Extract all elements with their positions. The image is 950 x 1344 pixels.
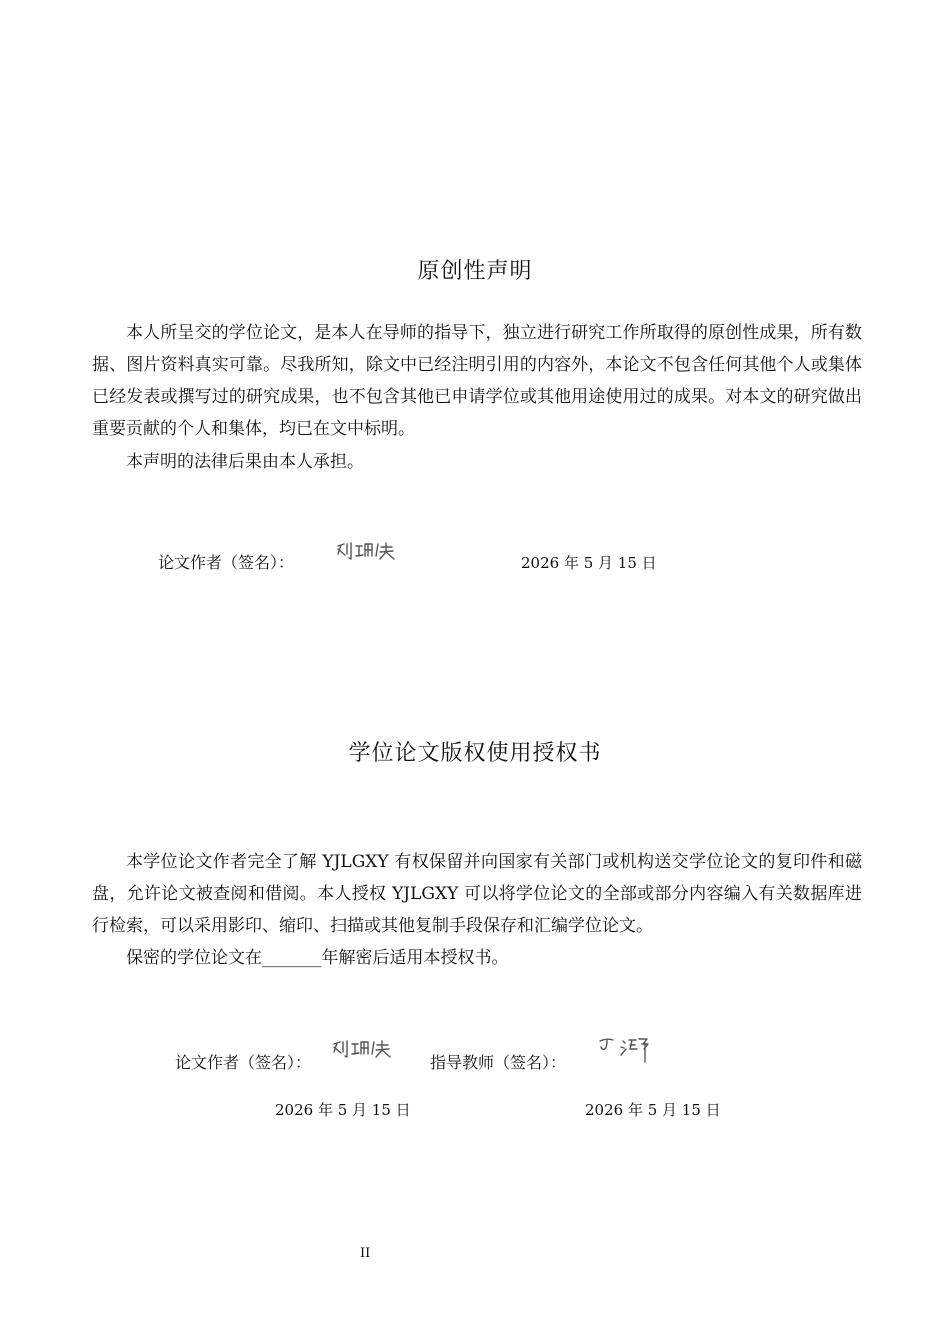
declaration-date: 2026 年 5 月 15 日	[521, 554, 657, 572]
declaration-title: 原创性声明	[417, 259, 533, 284]
authorization-author-date: 2026 年 5 月 15 日	[275, 1101, 411, 1119]
authorization-supervisor-signature	[597, 1035, 661, 1067]
authorization-supervisor-date: 2026 年 5 月 15 日	[585, 1101, 721, 1119]
declaration-author-signature	[334, 540, 400, 564]
page-number: II	[360, 1246, 371, 1261]
authorization-author-label: 论文作者（签名）：	[175, 1053, 312, 1072]
authorization-title: 学位论文版权使用授权书	[348, 741, 602, 766]
authorization-author-signature	[330, 1037, 396, 1063]
authorization-paragraph-2: 保密的学位论文在_______年解密后适用本授权书。	[126, 948, 509, 968]
declaration-paragraph-2: 本声明的法律后果由本人承担。	[126, 452, 364, 472]
authorization-supervisor-label: 指导教师（签名）：	[430, 1053, 567, 1072]
declaration-paragraph-1: 本人所呈交的学位论文，是本人在导师的指导下，独立进行研究工作所取得的原创性成果，所有数据、图片资料真实可靠。尽我所知，除文中已经注明引用的内容外，本论文不包含任何其他个人或集体已经发表或撰写过的研究成果，也不包含其他已申请学位或其他用途使用过的成果。对本文的研究做出重要贡献的个人和集体，均已在文中标明。	[92, 323, 862, 439]
authorization-paragraph-1: 本学位论文作者完全了解 YJLGXY 有权保留并向国家有关部门或机构送交学位论文的复印件和磁盘，允许论文被查阅和借阅。本人授权 YJLGXY 可以将学位论文的全部或部分内容编入有关数据库进行检索，可以采用影印、缩印、扫描或其他复制手段保存和汇编学位论文。	[92, 852, 862, 936]
declaration-author-label: 论文作者（签名）：	[158, 553, 295, 572]
